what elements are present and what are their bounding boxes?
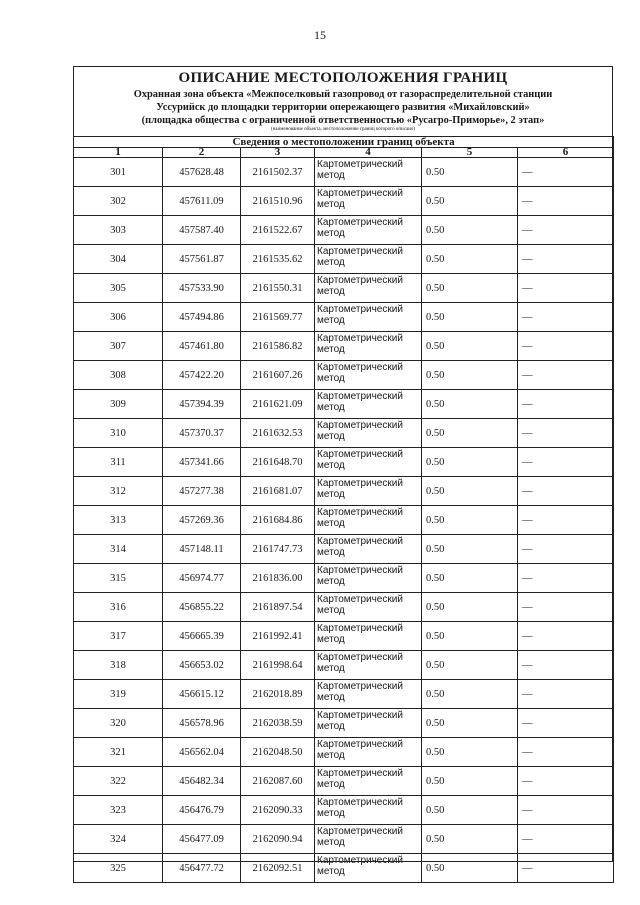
column-numbers-row [74,148,614,158]
point-number-cell: 309 [74,390,163,419]
y-coordinate-cell: 2161992.41 [241,622,315,651]
description-cell: — [518,796,614,825]
x-coordinate-cell: 457561.87 [163,245,241,274]
accuracy-cell: 0.50 [422,564,518,593]
y-coordinate-cell: 2161632.53 [241,419,315,448]
table-row [74,303,614,332]
accuracy-cell: 0.50 [422,854,518,883]
description-cell: — [518,158,614,187]
method-cell: Картометрический метод [315,738,422,767]
method-cell: Картометрический метод [315,187,422,216]
x-coordinate-cell: 456578.96 [163,709,241,738]
x-coordinate-cell: 456665.39 [163,622,241,651]
x-coordinate-cell: 457461.80 [163,332,241,361]
point-number-cell: 325 [74,854,163,883]
subtitle-line-2: Уссурийск до площадки территории опережающего развития «Михайловский» [156,102,530,113]
table-row [74,825,614,854]
table-row [74,622,614,651]
x-coordinate-cell: 456562.04 [163,738,241,767]
accuracy-cell: 0.50 [422,680,518,709]
method-cell: Картометрический метод [315,419,422,448]
table-row [74,361,614,390]
point-number-cell: 307 [74,332,163,361]
method-cell: Картометрический метод [315,361,422,390]
description-cell: — [518,651,614,680]
table-row [74,796,614,825]
description-cell: — [518,535,614,564]
subtitle-line-3: (площадка общества с ограниченной ответственностью «Русагро-Приморье», 2 этап» [141,115,545,126]
accuracy-cell: 0.50 [422,245,518,274]
table-row [74,216,614,245]
page-number: 15 [314,28,326,42]
table-row [74,738,614,767]
accuracy-cell: 0.50 [422,477,518,506]
accuracy-cell: 0.50 [422,825,518,854]
table-row [74,477,614,506]
column-number-1: 1 [74,148,163,158]
description-cell: — [518,216,614,245]
method-cell: Картометрический метод [315,535,422,564]
description-cell: — [518,738,614,767]
y-coordinate-cell: 2161836.00 [241,564,315,593]
x-coordinate-cell: 456476.79 [163,796,241,825]
description-cell: — [518,825,614,854]
method-cell: Картометрический метод [315,709,422,738]
point-number-cell: 311 [74,448,163,477]
accuracy-cell: 0.50 [422,506,518,535]
method-cell: Картометрический метод [315,216,422,245]
coordinates-table [73,136,614,883]
y-coordinate-cell: 2162092.51 [241,854,315,883]
x-coordinate-cell: 457628.48 [163,158,241,187]
x-coordinate-cell: 457341.66 [163,448,241,477]
table-row [74,854,614,883]
y-coordinate-cell: 2161535.62 [241,245,315,274]
x-coordinate-cell: 456974.77 [163,564,241,593]
method-cell: Картометрический метод [315,854,422,883]
accuracy-cell: 0.50 [422,332,518,361]
point-number-cell: 313 [74,506,163,535]
point-number-cell: 308 [74,361,163,390]
point-number-cell: 318 [74,651,163,680]
point-number-cell: 305 [74,274,163,303]
accuracy-cell: 0.50 [422,651,518,680]
point-number-cell: 315 [74,564,163,593]
description-cell: — [518,506,614,535]
column-number-3: 3 [241,148,315,158]
table-row [74,390,614,419]
description-cell: — [518,767,614,796]
method-cell: Картометрический метод [315,593,422,622]
table-row [74,245,614,274]
x-coordinate-cell: 456477.09 [163,825,241,854]
point-number-cell: 324 [74,825,163,854]
accuracy-cell: 0.50 [422,303,518,332]
method-cell: Картометрический метод [315,796,422,825]
point-number-cell: 322 [74,767,163,796]
point-number-cell: 321 [74,738,163,767]
y-coordinate-cell: 2162048.50 [241,738,315,767]
y-coordinate-cell: 2161621.09 [241,390,315,419]
point-number-cell: 302 [74,187,163,216]
method-cell: Картометрический метод [315,825,422,854]
method-cell: Картометрический метод [315,158,422,187]
document-title: ОПИСАНИЕ МЕСТОПОЛОЖЕНИЯ ГРАНИЦ [178,70,508,86]
description-cell: — [518,622,614,651]
accuracy-cell: 0.50 [422,767,518,796]
x-coordinate-cell: 457277.38 [163,477,241,506]
method-cell: Картометрический метод [315,506,422,535]
y-coordinate-cell: 2161684.86 [241,506,315,535]
y-coordinate-cell: 2161648.70 [241,448,315,477]
column-number-4: 4 [315,148,422,158]
method-cell: Картометрический метод [315,477,422,506]
x-coordinate-cell: 457394.39 [163,390,241,419]
accuracy-cell: 0.50 [422,622,518,651]
point-number-cell: 304 [74,245,163,274]
point-number-cell: 314 [74,535,163,564]
table-row [74,332,614,361]
accuracy-cell: 0.50 [422,448,518,477]
y-coordinate-cell: 2161522.67 [241,216,315,245]
x-coordinate-cell: 457587.40 [163,216,241,245]
accuracy-cell: 0.50 [422,535,518,564]
table-row [74,535,614,564]
accuracy-cell: 0.50 [422,709,518,738]
point-number-cell: 310 [74,419,163,448]
description-cell: — [518,303,614,332]
description-cell: — [518,245,614,274]
method-cell: Картометрический метод [315,680,422,709]
method-cell: Картометрический метод [315,622,422,651]
method-cell: Картометрический метод [315,245,422,274]
description-cell: — [518,332,614,361]
document-frame [73,66,613,877]
description-cell: — [518,709,614,738]
y-coordinate-cell: 2161998.64 [241,651,315,680]
x-coordinate-cell: 456615.12 [163,680,241,709]
accuracy-cell: 0.50 [422,361,518,390]
x-coordinate-cell: 457370.37 [163,419,241,448]
accuracy-cell: 0.50 [422,593,518,622]
y-coordinate-cell: 2161586.82 [241,332,315,361]
table-row [74,158,614,187]
x-coordinate-cell: 457494.86 [163,303,241,332]
accuracy-cell: 0.50 [422,796,518,825]
description-cell: — [518,854,614,883]
description-cell: — [518,187,614,216]
y-coordinate-cell: 2162087.60 [241,767,315,796]
accuracy-cell: 0.50 [422,419,518,448]
x-coordinate-cell: 457148.11 [163,535,241,564]
point-number-cell: 312 [74,477,163,506]
method-cell: Картометрический метод [315,651,422,680]
accuracy-cell: 0.50 [422,390,518,419]
x-coordinate-cell: 456482.34 [163,767,241,796]
point-number-cell: 323 [74,796,163,825]
method-cell: Картометрический метод [315,274,422,303]
accuracy-cell: 0.50 [422,158,518,187]
x-coordinate-cell: 457422.20 [163,361,241,390]
point-number-cell: 303 [74,216,163,245]
table-row [74,651,614,680]
method-cell: Картометрический метод [315,390,422,419]
table-row [74,274,614,303]
y-coordinate-cell: 2161681.07 [241,477,315,506]
column-number-6: 6 [518,148,614,158]
method-cell: Картометрический метод [315,332,422,361]
point-number-cell: 317 [74,622,163,651]
table-row [74,564,614,593]
y-coordinate-cell: 2161550.31 [241,274,315,303]
table-row [74,506,614,535]
accuracy-cell: 0.50 [422,738,518,767]
table-body [74,158,614,883]
y-coordinate-cell: 2161607.26 [241,361,315,390]
method-cell: Картометрический метод [315,303,422,332]
x-coordinate-cell: 456653.02 [163,651,241,680]
point-number-cell: 306 [74,303,163,332]
table-row [74,767,614,796]
y-coordinate-cell: 2162090.33 [241,796,315,825]
y-coordinate-cell: 2161897.54 [241,593,315,622]
point-number-cell: 301 [74,158,163,187]
y-coordinate-cell: 2161510.96 [241,187,315,216]
y-coordinate-cell: 2162018.89 [241,680,315,709]
x-coordinate-cell: 456477.72 [163,854,241,883]
y-coordinate-cell: 2162038.59 [241,709,315,738]
description-cell: — [518,477,614,506]
caption-note: (наименование объекта, местоположение границ которого описано) [270,127,416,132]
description-cell: — [518,419,614,448]
table-row [74,709,614,738]
table-row [74,680,614,709]
point-number-cell: 320 [74,709,163,738]
description-cell: — [518,564,614,593]
x-coordinate-cell: 457533.90 [163,274,241,303]
accuracy-cell: 0.50 [422,216,518,245]
table-row [74,448,614,477]
table-row [74,419,614,448]
y-coordinate-cell: 2161747.73 [241,535,315,564]
object-description [74,88,612,127]
y-coordinate-cell: 2162090.94 [241,825,315,854]
description-cell: — [518,448,614,477]
method-cell: Картометрический метод [315,564,422,593]
x-coordinate-cell: 457269.36 [163,506,241,535]
column-number-2: 2 [163,148,241,158]
description-cell: — [518,274,614,303]
description-cell: — [518,390,614,419]
accuracy-cell: 0.50 [422,274,518,303]
method-cell: Картометрический метод [315,767,422,796]
column-number-5: 5 [422,148,518,158]
table-row [74,187,614,216]
accuracy-cell: 0.50 [422,187,518,216]
x-coordinate-cell: 457611.09 [163,187,241,216]
description-cell: — [518,361,614,390]
point-number-cell: 319 [74,680,163,709]
subtitle-line-1: Охранная зона объекта «Межпоселковый газопровод от газораспределительной станции [133,89,553,100]
method-cell: Картометрический метод [315,448,422,477]
description-cell: — [518,680,614,709]
x-coordinate-cell: 456855.22 [163,593,241,622]
y-coordinate-cell: 2161569.77 [241,303,315,332]
description-cell: — [518,593,614,622]
table-section-title: Сведения о местоположении границ объекта [74,137,614,148]
table-row [74,593,614,622]
point-number-cell: 316 [74,593,163,622]
y-coordinate-cell: 2161502.37 [241,158,315,187]
